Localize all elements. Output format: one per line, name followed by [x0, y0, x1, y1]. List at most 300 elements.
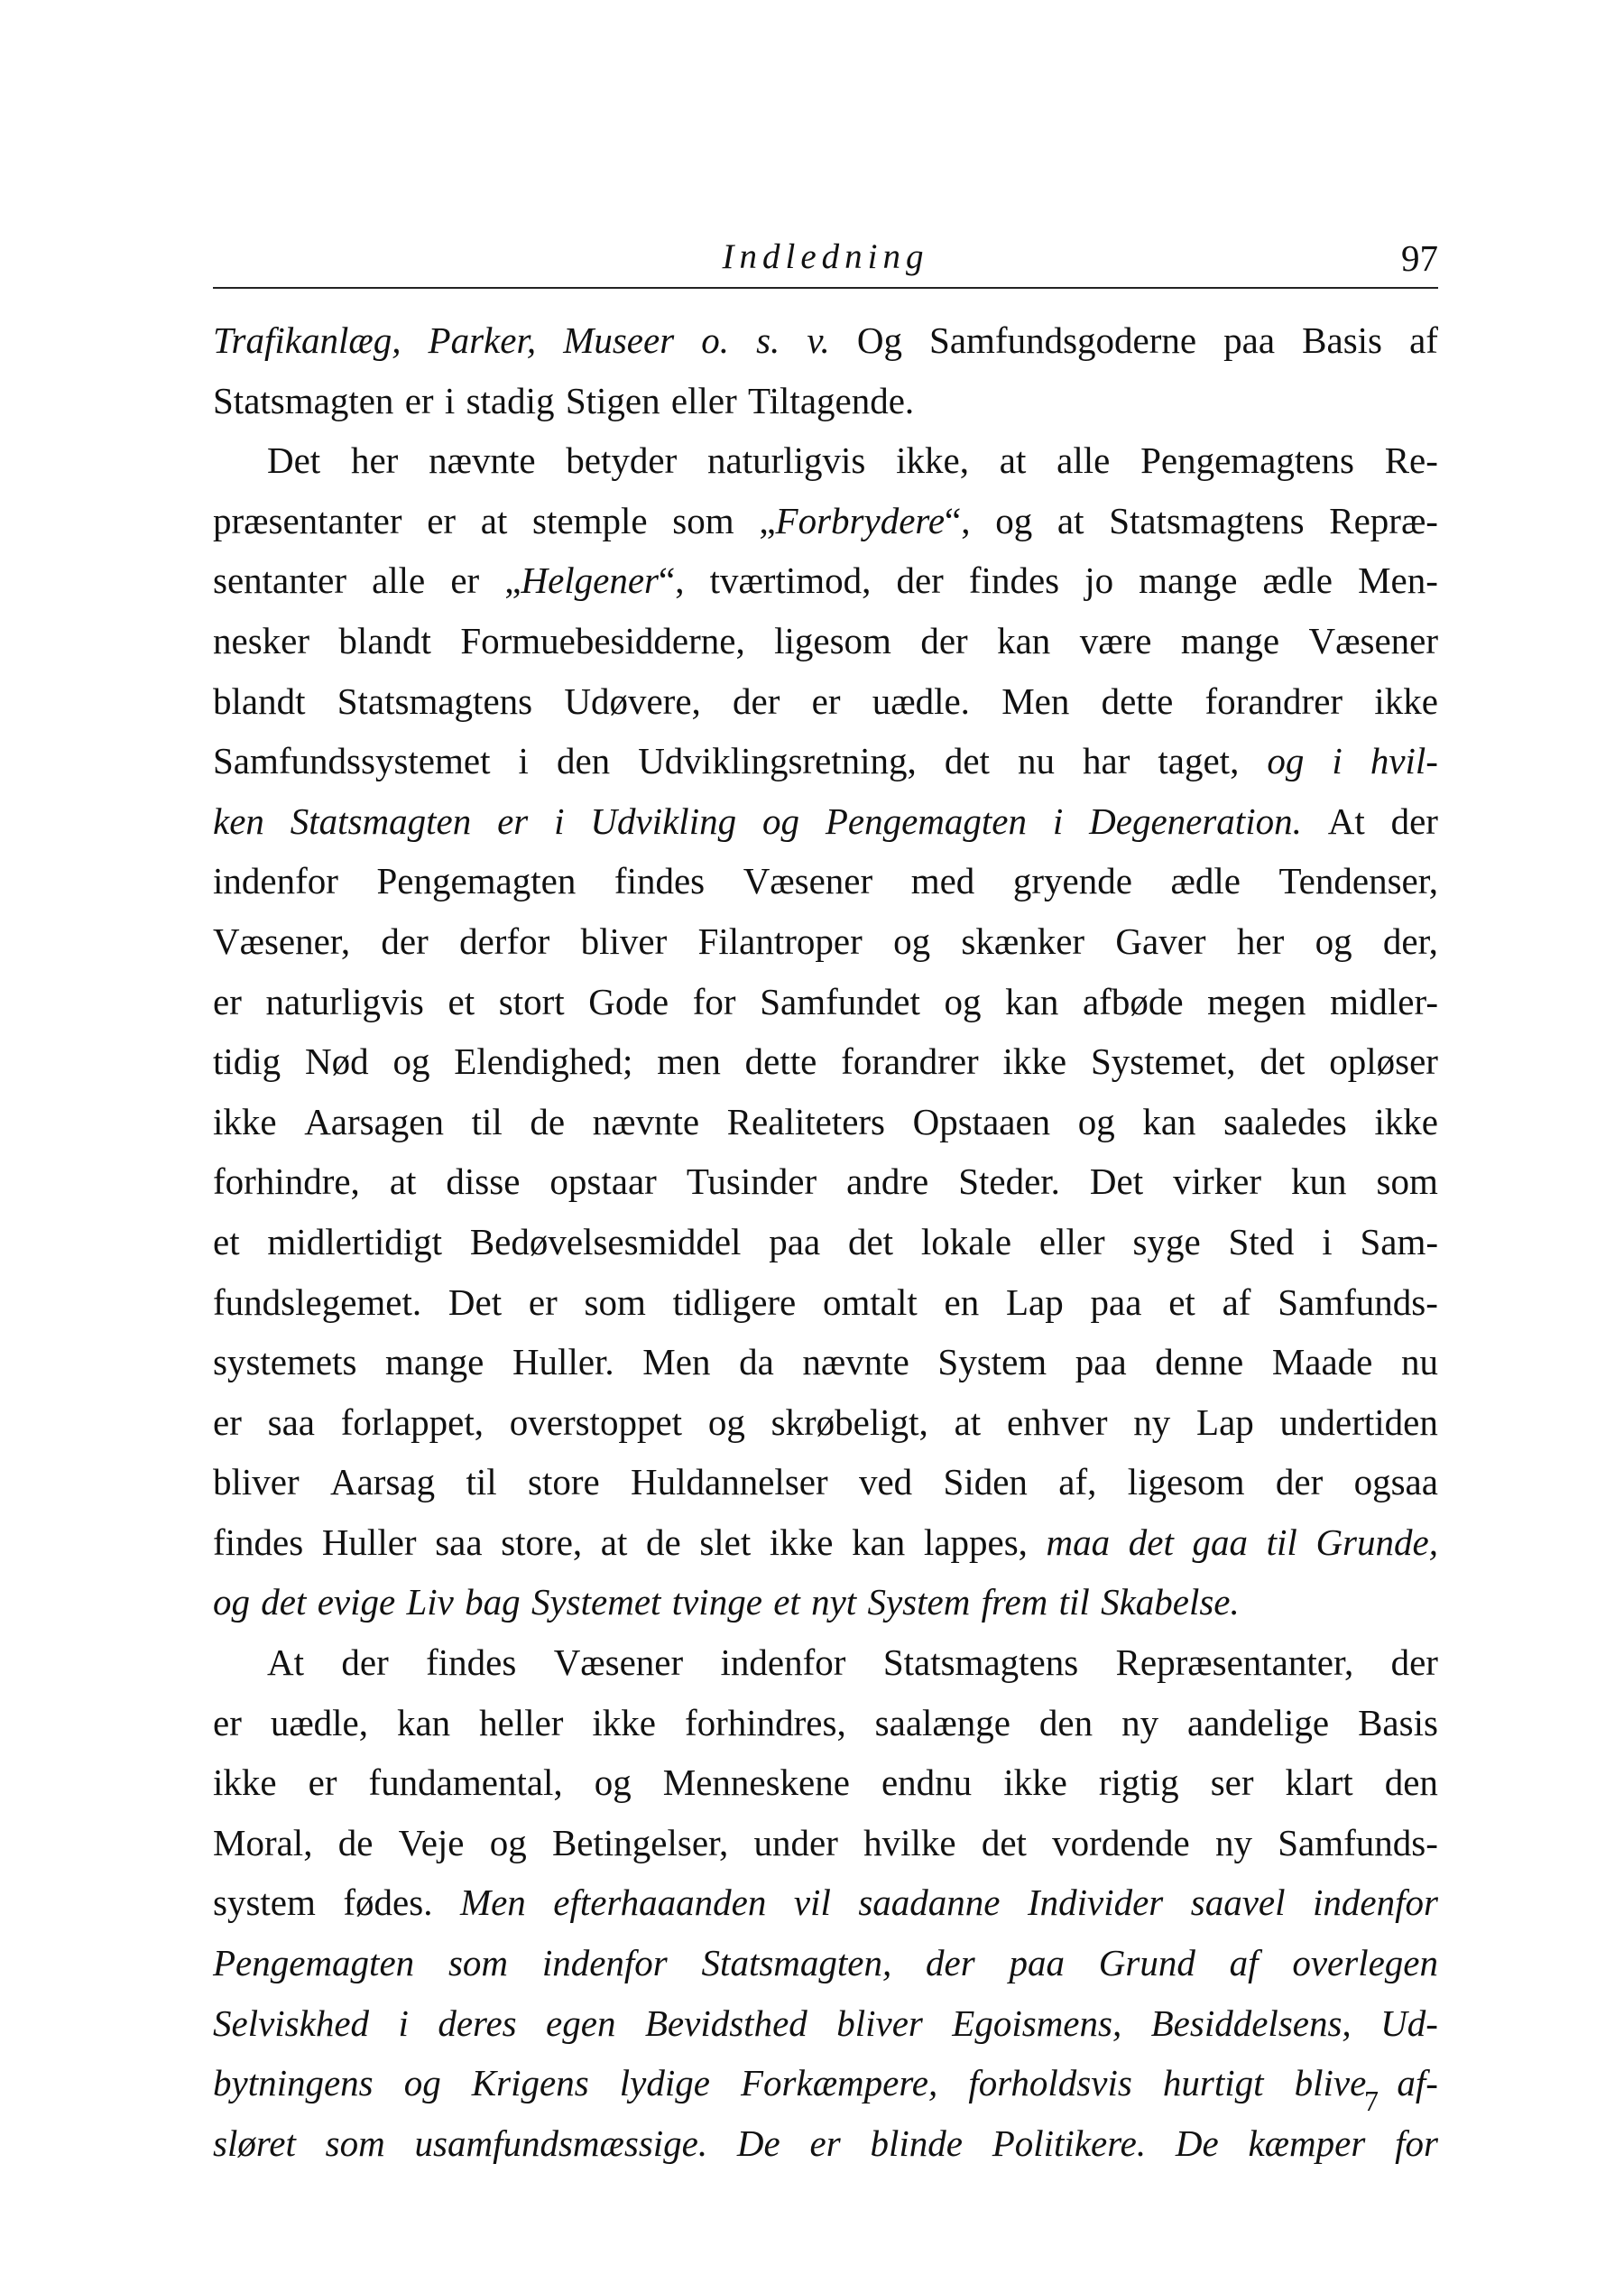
word	[1171, 851, 1241, 911]
text-line	[213, 851, 1438, 911]
italic-text: kæmper	[1248, 2122, 1366, 2164]
italic-text: bliver	[836, 2002, 923, 2044]
word	[1322, 1212, 1332, 1272]
text: de	[530, 1100, 566, 1142]
text: blandt	[213, 680, 306, 722]
text: det	[981, 1821, 1027, 1863]
word	[213, 671, 305, 732]
text: og	[1315, 920, 1352, 962]
word	[338, 611, 430, 671]
text: som	[584, 1281, 646, 1323]
word	[1223, 1272, 1251, 1333]
text: System	[937, 1341, 1047, 1383]
word	[213, 2113, 296, 2174]
text: tidig	[213, 1040, 281, 1083]
text: en	[944, 1281, 980, 1323]
word	[448, 1272, 502, 1333]
text: systemets	[213, 1341, 357, 1383]
text: jo	[1084, 559, 1114, 602]
word	[733, 671, 780, 732]
text: til	[471, 1100, 503, 1142]
word	[566, 371, 660, 431]
word	[995, 491, 1032, 551]
text: kan	[1005, 980, 1059, 1022]
word	[304, 1092, 444, 1152]
text: „	[504, 559, 521, 602]
word	[708, 1392, 745, 1453]
text: og	[893, 920, 931, 962]
word	[479, 1693, 563, 1753]
italic-text: Udvikling	[590, 800, 737, 842]
running-header	[213, 236, 1438, 280]
word	[1332, 731, 1342, 791]
word	[213, 1452, 300, 1512]
word	[590, 791, 736, 852]
word	[542, 1933, 668, 1993]
word	[563, 310, 674, 371]
word	[929, 310, 1196, 371]
word	[1102, 671, 1174, 732]
word	[529, 1272, 558, 1333]
text: af,	[1058, 1461, 1097, 1503]
text: et	[213, 1220, 240, 1262]
text: at	[600, 1521, 628, 1563]
word	[213, 1332, 356, 1392]
word	[213, 1212, 240, 1272]
text: kan	[1142, 1100, 1196, 1142]
italic-text: indenfor	[541, 1942, 668, 1984]
word	[213, 1693, 242, 1753]
word	[1193, 1512, 1249, 1573]
text: Nød	[305, 1040, 369, 1083]
italic-text: ken	[213, 800, 264, 842]
word	[759, 491, 970, 551]
word	[737, 2113, 780, 2174]
word	[812, 671, 841, 732]
text: hvilke	[863, 1821, 956, 1863]
word	[807, 310, 829, 371]
text: ikke,	[896, 439, 969, 482]
text: indenfor	[213, 860, 338, 902]
word	[702, 1933, 892, 1993]
text: det	[847, 1220, 894, 1262]
word	[1191, 1872, 1286, 1933]
word	[532, 491, 648, 551]
word	[1039, 1693, 1093, 1753]
text: ikke	[1002, 1040, 1067, 1083]
word	[769, 1212, 820, 1272]
text: Formuebesidderne,	[460, 619, 745, 661]
word	[937, 1332, 1047, 1392]
word	[663, 1752, 850, 1813]
word	[896, 550, 943, 611]
word	[920, 611, 967, 671]
word	[945, 1272, 980, 1333]
italic-text: frem	[981, 1581, 1048, 1623]
text: ikke	[592, 1701, 656, 1743]
word	[1211, 1752, 1254, 1813]
text: nu	[1400, 1341, 1438, 1383]
text: Tendenser,	[1278, 860, 1438, 902]
word	[1360, 1212, 1438, 1272]
word	[687, 1151, 817, 1212]
italic-text: saavel	[1190, 1882, 1286, 1924]
word	[1121, 1693, 1158, 1753]
italic-text: i	[1052, 800, 1064, 842]
text: og	[489, 1821, 527, 1863]
text: Basis	[1302, 319, 1383, 361]
text: kan	[852, 1521, 906, 1563]
word	[811, 1572, 856, 1632]
text: “,	[659, 559, 685, 602]
italic-text: egen	[546, 2002, 616, 2044]
text: og	[1077, 1100, 1115, 1142]
text: ligesom	[1127, 1461, 1245, 1503]
word	[392, 1031, 429, 1092]
word	[955, 1392, 982, 1453]
word	[982, 1813, 1027, 1873]
italic-text: Trafikanlæg,	[213, 319, 401, 361]
text: der	[341, 1641, 389, 1684]
word	[1374, 1092, 1438, 1152]
text-line	[213, 1212, 1438, 1272]
text: taget,	[1158, 740, 1240, 782]
word	[405, 371, 434, 431]
text: Samfundssystemet	[213, 740, 491, 782]
text: fundamental,	[368, 1761, 563, 1804]
text: og	[392, 1040, 430, 1083]
word	[710, 550, 872, 611]
text-line	[213, 491, 1438, 551]
word	[429, 310, 537, 371]
word	[926, 1933, 975, 1993]
word	[213, 791, 264, 852]
text: at	[389, 1160, 417, 1203]
text: At	[1327, 800, 1365, 842]
text-line	[213, 2053, 1438, 2113]
text: Maade	[1271, 1341, 1373, 1383]
italic-text: Krigens	[471, 2062, 589, 2104]
word	[638, 731, 917, 791]
text: uædle,	[270, 1701, 368, 1743]
text: Statsmagtens	[1109, 499, 1305, 541]
word	[1176, 2113, 1219, 2174]
italic-text: gaa	[1192, 1521, 1248, 1563]
italic-text: saadanne	[858, 1882, 1001, 1924]
italic-text: og	[213, 1581, 250, 1623]
word	[698, 911, 863, 972]
word	[213, 611, 309, 671]
word	[404, 2053, 441, 2113]
word	[1315, 911, 1352, 972]
text: fundslegemet.	[213, 1281, 422, 1323]
text: Basis	[1358, 1701, 1438, 1743]
word	[846, 1151, 928, 1212]
text: Huller	[321, 1521, 417, 1563]
text-line	[213, 972, 1438, 1032]
word	[213, 1993, 369, 2054]
word	[1278, 1813, 1438, 1873]
text: ikke	[1003, 1761, 1067, 1804]
word	[867, 1572, 970, 1632]
word	[672, 1572, 762, 1632]
text: i	[444, 379, 456, 421]
text-line	[213, 791, 1438, 852]
text: der	[733, 680, 780, 722]
word	[952, 1993, 1121, 2054]
italic-text: der	[926, 1942, 975, 1984]
italic-text: er	[809, 2122, 841, 2164]
word	[756, 310, 780, 371]
text: Realiteters	[726, 1100, 886, 1142]
word	[841, 1031, 979, 1092]
text: der	[1275, 1461, 1324, 1503]
word	[337, 671, 532, 732]
text: her	[1236, 920, 1285, 962]
word	[642, 1332, 710, 1392]
word	[969, 550, 1059, 611]
word	[1129, 1512, 1174, 1573]
text: „	[759, 499, 776, 541]
italic-text: evige	[317, 1581, 396, 1623]
text: det	[944, 740, 990, 782]
text: der	[920, 619, 968, 661]
word	[673, 1272, 797, 1333]
word	[944, 972, 981, 1032]
text: at	[999, 439, 1027, 482]
italic-text: Parker,	[428, 319, 537, 361]
word	[1397, 2053, 1438, 2113]
word	[1187, 1693, 1329, 1753]
text: er	[404, 379, 434, 421]
word	[497, 791, 528, 852]
word	[1280, 1392, 1438, 1453]
text: forandrer	[1204, 680, 1343, 722]
text: at	[954, 1401, 982, 1443]
italic-text: Statsmagten,	[701, 1942, 892, 1984]
italic-text: og	[403, 2062, 441, 2104]
word	[213, 1092, 277, 1152]
word	[213, 1933, 414, 1993]
word	[266, 972, 424, 1032]
text: Tusinder	[686, 1160, 817, 1203]
text: under	[753, 1821, 838, 1863]
word	[213, 851, 338, 911]
word	[693, 972, 736, 1032]
word	[1267, 1512, 1297, 1573]
word	[1128, 1452, 1245, 1512]
word	[446, 1151, 520, 1212]
word	[646, 1512, 681, 1573]
text: forandrer	[841, 1040, 979, 1083]
text: for	[692, 980, 736, 1022]
word	[721, 1632, 846, 1693]
word	[481, 491, 508, 551]
text: syge	[1132, 1220, 1201, 1262]
text: forhindres,	[684, 1701, 846, 1743]
word	[707, 430, 865, 491]
word	[911, 851, 975, 911]
italic-text: i	[554, 800, 565, 842]
text: ædle	[1170, 860, 1241, 902]
text-line	[213, 911, 1438, 972]
text: at	[480, 499, 508, 541]
italic-text: Statsmagten	[290, 800, 472, 842]
italic-text: maa	[1046, 1521, 1111, 1563]
word	[390, 1151, 417, 1212]
text: disse	[446, 1160, 521, 1203]
word	[852, 1512, 905, 1573]
word	[1358, 1693, 1438, 1753]
word	[581, 911, 668, 972]
word	[1263, 550, 1333, 611]
text: alle	[372, 559, 426, 602]
word	[771, 1392, 928, 1453]
word	[657, 1031, 721, 1092]
text: Huldannelser	[631, 1461, 828, 1503]
word	[896, 430, 969, 491]
text: opstaar	[549, 1160, 657, 1203]
text: ny	[1133, 1401, 1171, 1443]
text: system	[213, 1882, 316, 1924]
text: er	[427, 499, 457, 541]
italic-text: De	[736, 2122, 780, 2164]
word	[1007, 1392, 1108, 1453]
word	[267, 1632, 304, 1693]
word	[445, 371, 455, 431]
word	[553, 1872, 766, 1933]
word	[549, 1151, 656, 1212]
word	[372, 550, 425, 611]
text: Det	[1089, 1160, 1144, 1203]
text: Elendighed;	[454, 1040, 633, 1083]
word	[1205, 671, 1343, 732]
word	[875, 1693, 1010, 1753]
text: slet	[699, 1521, 752, 1563]
italic-text: Helgener	[521, 559, 660, 602]
word	[385, 1332, 484, 1392]
word	[1291, 1151, 1347, 1212]
text-line	[213, 1632, 1438, 1693]
text-line	[213, 1151, 1438, 1212]
word	[510, 1392, 682, 1453]
text: Moral,	[213, 1821, 313, 1863]
text-line	[213, 1332, 1438, 1392]
text: Sam-	[1360, 1220, 1438, 1262]
word	[213, 1572, 250, 1632]
text: ogsaa	[1353, 1461, 1438, 1503]
text: nesker	[213, 619, 310, 661]
word	[1003, 1031, 1067, 1092]
text: tidligere	[672, 1281, 797, 1323]
text: derfor	[459, 920, 550, 962]
text: er	[528, 1281, 558, 1323]
word	[593, 1092, 699, 1152]
word	[397, 1693, 450, 1753]
text: Det	[448, 1281, 503, 1323]
text: i	[1322, 1220, 1333, 1262]
word	[322, 1512, 417, 1573]
italic-text: sløret	[213, 2122, 296, 2164]
word	[1272, 1332, 1373, 1392]
word	[614, 851, 705, 911]
word	[554, 1632, 683, 1693]
text-line	[213, 1092, 1438, 1152]
text: Menneskene	[662, 1761, 850, 1804]
text: mange	[385, 1341, 484, 1383]
italic-text: overlegen	[1292, 1942, 1438, 1984]
word	[671, 371, 737, 431]
italic-text: og	[1267, 740, 1305, 782]
text: Udviklingsretning,	[638, 740, 917, 782]
text: Pengemagten	[376, 860, 577, 902]
text: lappes,	[923, 1521, 1028, 1563]
text: denne	[1155, 1341, 1244, 1383]
word	[1058, 1452, 1096, 1512]
text: stemple	[532, 499, 648, 541]
word	[213, 1512, 303, 1573]
italic-text: er	[497, 800, 529, 842]
text-line	[213, 1452, 1438, 1512]
word	[1391, 1632, 1438, 1693]
word	[810, 2113, 841, 2174]
text: Aarsag	[329, 1461, 436, 1503]
word	[399, 1813, 465, 1873]
text: overstoppet	[509, 1401, 683, 1443]
text: Og	[856, 319, 902, 361]
word	[748, 371, 914, 431]
text: til	[466, 1461, 497, 1503]
word	[406, 1572, 453, 1632]
text-line	[213, 611, 1438, 671]
text: aandelige	[1187, 1701, 1330, 1743]
word	[1168, 1272, 1195, 1333]
word	[1260, 1031, 1305, 1092]
text: Udøvere,	[564, 680, 701, 722]
text: endnu	[881, 1761, 973, 1804]
header-rule	[213, 287, 1438, 289]
text: megen	[1207, 980, 1306, 1022]
text: Men-	[1358, 559, 1438, 602]
text: eller	[670, 379, 737, 421]
word	[760, 972, 920, 1032]
word	[369, 1752, 563, 1813]
italic-text: De	[1175, 2122, 1219, 2164]
italic-text: System	[867, 1581, 971, 1623]
text: Systemet,	[1090, 1040, 1236, 1083]
word	[1028, 1872, 1163, 1933]
word	[872, 671, 970, 732]
italic-text: Ud-	[1380, 2002, 1438, 2044]
text: nævnte	[429, 439, 536, 482]
word	[1328, 791, 1365, 852]
text: saa	[267, 1401, 315, 1443]
text-line	[213, 2113, 1438, 2174]
word	[465, 1572, 521, 1632]
text-line	[213, 1813, 1438, 1873]
word	[343, 1872, 432, 1933]
text: ny	[1214, 1821, 1252, 1863]
text: findes	[426, 1641, 517, 1684]
text: det	[1260, 1040, 1306, 1083]
word	[1099, 1752, 1179, 1813]
text: midler-	[1330, 980, 1438, 1022]
text: er	[308, 1761, 337, 1804]
italic-text: blinde	[870, 2122, 963, 2164]
text: Repræ-	[1329, 499, 1438, 541]
word	[743, 851, 872, 911]
word	[330, 1452, 435, 1512]
